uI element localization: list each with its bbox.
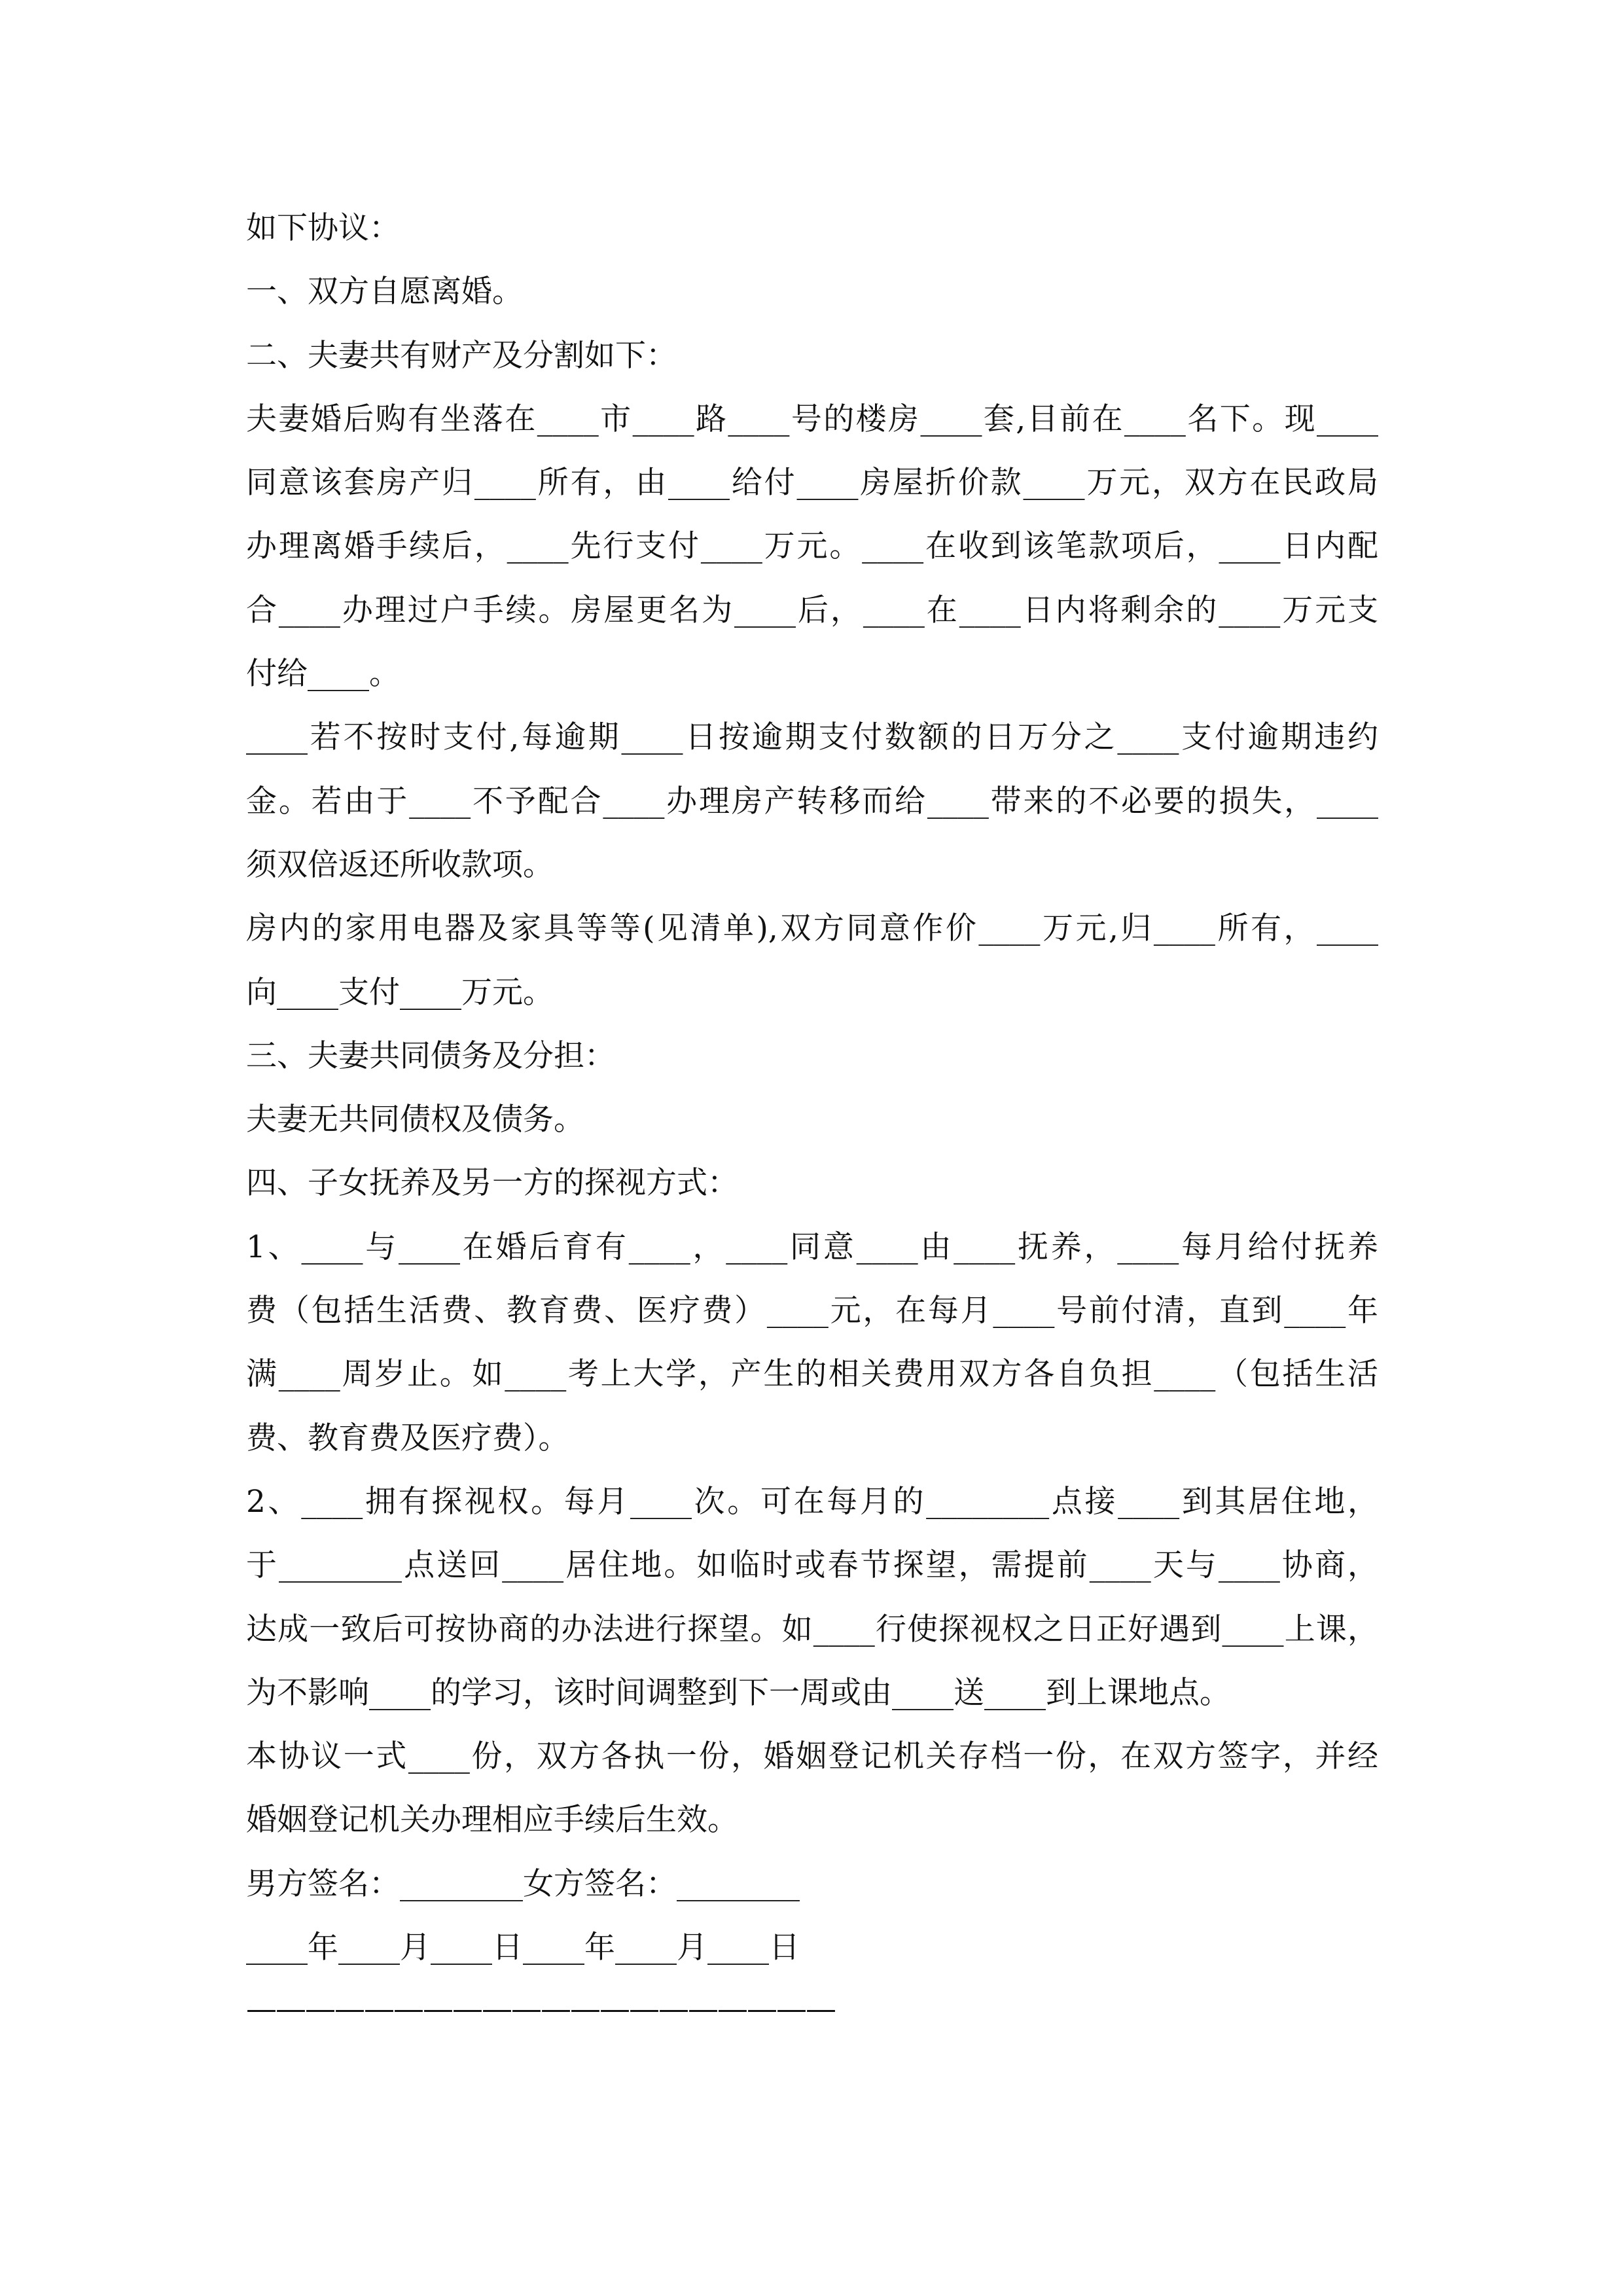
text-line: 金。若由于____不予配合____办理房产转移而给____带来的不必要的损失，____: [246, 783, 1378, 819]
text-line: 费、教育费及医疗费）。: [246, 1420, 569, 1456]
text-line: 付给____。: [246, 656, 400, 692]
document-page: [246, 196, 1378, 2036]
date-line: ____年____月____日____年____月____日: [246, 1929, 800, 1966]
text-line: 办理离婚手续后，____先行支付____万元。____在收到该笔款项后，____日内配: [246, 528, 1378, 565]
text-line: 同意该套房产归____所有，由____给付____房屋折价款____万元，双方在民政局: [246, 465, 1378, 501]
text-line: 于________点送回____居住地。如临时或春节探望，需提前____天与____协商，: [246, 1547, 1378, 1584]
divider-rule: ————————————————————: [246, 1991, 835, 2028]
text-line: 满____周岁止。如____考上大学，产生的相关费用双方各自负担____（包括生活: [246, 1356, 1378, 1393]
clause-heading: 二、夫妻共有财产及分割如下：: [246, 337, 677, 374]
text-line: 合____办理过户手续。房屋更名为____后，____在____日内将剩余的____万元支: [246, 592, 1378, 628]
text-line: 2、____拥有探视权。每月____次。可在每月的________点接____到其居住地，: [246, 1483, 1378, 1520]
text-line: 向____支付____万元。: [246, 974, 554, 1011]
text-line: 夫妻婚后购有坐落在____市____路____号的楼房____套,目前在____名下。现____: [246, 401, 1378, 437]
text-line: 夫妻无共同债权及债务。: [246, 1102, 584, 1138]
clause-heading: 三、夫妻共同债务及分担：: [246, 1037, 615, 1074]
clause-heading: 一、双方自愿离婚。: [246, 274, 523, 310]
text-line: 为不影响____的学习，该时间调整到下一周或由____送____到上课地点。: [246, 1674, 1230, 1711]
text-line: 费（包括生活费、教育费、医疗费）____元，在每月____号前付清，直到____年: [246, 1293, 1378, 1329]
text-line: 婚姻登记机关办理相应手续后生效。: [246, 1802, 738, 1839]
text-line: 如下协议：: [246, 210, 400, 246]
text-line: 房内的家用电器及家具等等(见清单),双方同意作价____万元,归____所有，____: [246, 910, 1378, 947]
text-line: 达成一致后可按协商的办法进行探望。如____行使探视权之日正好遇到____上课，: [246, 1611, 1378, 1647]
text-line: 须双倍返还所收款项。: [246, 846, 554, 883]
text-line: 1、____与____在婚后育有____，____同意____由____抚养，____每月给付抚养: [246, 1229, 1378, 1265]
signature-line: 男方签名：________女方签名：________: [246, 1865, 800, 1902]
text-line: 本协议一式____份，双方各执一份，婚姻登记机关存档一份，在双方签字，并经: [246, 1738, 1378, 1775]
text-line: ____若不按时支付,每逾期____日按逾期支付数额的日万分之____支付逾期违约: [246, 719, 1378, 756]
clause-heading: 四、子女抚养及另一方的探视方式：: [246, 1165, 738, 1202]
